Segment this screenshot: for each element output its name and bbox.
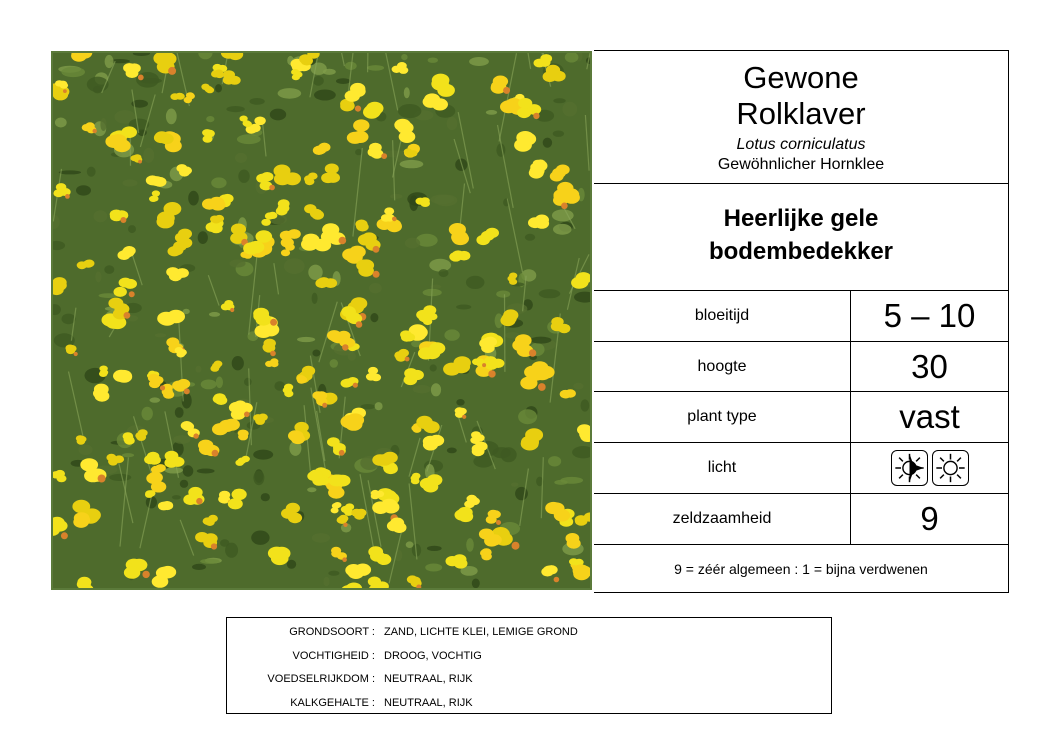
tagline-line2: bodembedekker [708,238,894,265]
plant-name-line1: Gewone [743,60,859,95]
soil-row [227,696,831,710]
soil-value: NEUTRAAL, RIJK [384,697,473,709]
property-value: 30 [911,347,948,385]
tagline [594,184,1008,291]
property-label: hoogte [594,342,851,391]
soil-key: VOCHTIGHEID : [292,650,375,662]
half-sun-icon [891,450,928,486]
latin-name: Lotus corniculatus [736,136,866,153]
yellow-flowers-photo [53,53,590,588]
soil-key: GRONDSOORT : [289,626,375,638]
light-icons [851,443,1008,493]
property-value: 9 [920,500,939,537]
soil-row [227,625,831,639]
property-label: zeldzaamheid [594,494,851,544]
plant-photo [51,51,592,590]
soil-key: KALKGEHALTE : [290,697,375,709]
soil-row [227,649,831,663]
property-row-bloeitijd [594,291,1008,342]
tagline-line1: Heerlijke gele [723,205,879,232]
plant-name-line2: Rolklaver [736,96,866,131]
soil-row [227,672,831,686]
german-name: Gewöhnlicher Hornklee [717,156,885,173]
property-label: bloeitijd [594,291,851,341]
property-label: plant type [594,392,851,442]
full-sun-icon [932,450,969,486]
property-value: 5 – 10 [883,297,976,334]
property-value: vast [899,398,960,435]
soil-value: DROOG, VOCHTIG [384,650,482,662]
soil-value: ZAND, LICHTE KLEI, LEMIGE GROND [384,626,578,638]
rarity-legend: 9 = zéér algemeen : 1 = bijna verdwenen [674,561,928,577]
soil-key: VOEDSELRIJKDOM : [267,673,375,685]
property-row-hoogte [594,342,1008,392]
property-row-plant-type [594,392,1008,443]
plant-info-card [594,50,1009,593]
property-label: licht [594,443,851,493]
soil-info-box [226,617,832,714]
property-row-zeldzaamheid [594,494,1008,545]
soil-value: NEUTRAAL, RIJK [384,673,473,685]
property-row-licht [594,443,1008,494]
title-block [594,51,1008,184]
